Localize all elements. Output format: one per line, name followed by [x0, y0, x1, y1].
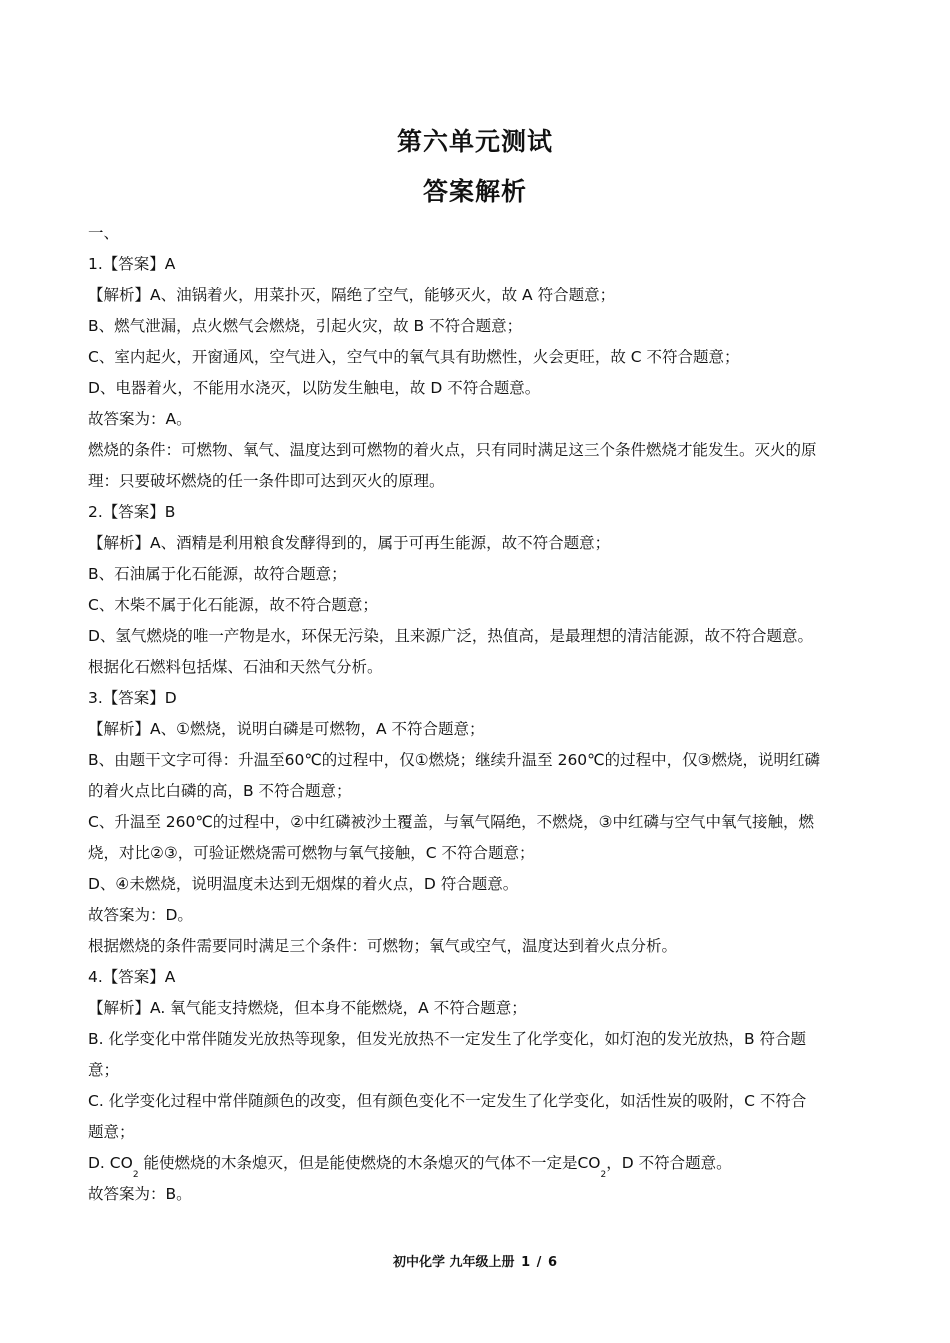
- text-line: 【解析】A、油锅着火，用菜扑灭，隔绝了空气，能够灭火，故 A 符合题意；: [88, 286, 616, 304]
- text-line: 故答案为：A。: [88, 410, 192, 428]
- page-footer: [0, 1251, 950, 1270]
- text-line: B、燃气泄漏，点火燃气会燃烧，引起火灾，故 B 不符合题意；: [88, 317, 523, 335]
- text-line: D、氢气燃烧的唯一产物是水，环保无污染，且来源广泛，热值高，是最理想的清洁能源，故不符合题意。: [88, 627, 813, 645]
- subscript-2: 2: [600, 1170, 607, 1180]
- subscript-2: 2: [132, 1170, 139, 1180]
- text-line: 故答案为：B。: [88, 1185, 192, 1203]
- text-line: 【解析】A. 氧气能支持燃烧，但本身不能燃烧，A 不符合题意；: [88, 999, 527, 1017]
- text-line: 3.【答案】D: [88, 689, 177, 707]
- page-title: 第六单元测试: [396, 127, 553, 156]
- co2-part-2: 能使燃烧的木条熄灭，但是能使燃烧的木条熄灭的气体不一定是CO: [138, 1154, 601, 1172]
- text-line: B. 化学变化中常伴随发光放热等现象，但发光放热不一定发生了化学变化，如灯泡的发光放热，B 符合题: [88, 1030, 807, 1048]
- text-line: 4.【答案】A: [88, 968, 176, 986]
- text-line: 故答案为：D。: [88, 906, 193, 924]
- footer-separator: /: [536, 1255, 542, 1270]
- co2-text-line: [88, 1148, 850, 1179]
- footer-total-pages: 6: [547, 1255, 557, 1270]
- text-line: 【解析】A、酒精是利用粮食发酵得到的，属于可再生能源，故不符合题意；: [88, 534, 611, 552]
- text-line: 的着火点比白磷的高，B 不符合题意；: [88, 782, 352, 800]
- document-body: [88, 218, 850, 1210]
- text-line: 1.【答案】A: [88, 255, 176, 273]
- text-line: 根据燃烧的条件需要同时满足三个条件：可燃物；氧气或空气，温度达到着火点分析。: [88, 937, 678, 955]
- text-line: B、由题干文字可得：升温至60℃的过程中，仅①燃烧；继续升温至 260℃的过程中，仅③燃烧，说明红磷: [88, 751, 820, 769]
- footer-course: 初中化学 九年级上册: [393, 1255, 515, 1270]
- co2-part-1: D. CO: [88, 1154, 133, 1172]
- text-line: D、④未燃烧，说明温度未达到无烟煤的着火点，D 符合题意。: [88, 875, 519, 893]
- text-line: 理：只要破坏燃烧的任一条件即可达到灭火的原理。: [88, 472, 445, 490]
- text-line: 【解析】A、①燃烧，说明白磷是可燃物，A 不符合题意；: [88, 720, 485, 738]
- text-line: C、升温至 260℃的过程中，②中红磷被沙土覆盖，与氧气隔绝，不燃烧，③中红磷与空气中氧气接触，燃: [88, 813, 815, 831]
- text-line: 烧，对比②③，可验证燃烧需可燃物与氧气接触，C 不符合题意；: [88, 844, 535, 862]
- text-line: C、木柴不属于化石能源，故不符合题意；: [88, 596, 378, 614]
- co2-part-3: ，D 不符合题意。: [606, 1154, 732, 1172]
- page-subtitle: 答案解析: [422, 177, 527, 206]
- text-line: B、石油属于化石能源，故符合题意；: [88, 565, 347, 583]
- text-line: 燃烧的条件：可燃物、氧气、温度达到可燃物的着火点，只有同时满足这三个条件燃烧才能发生。灭火的原: [88, 441, 817, 459]
- section-heading: 一、: [88, 224, 120, 242]
- footer-page-number: 1: [521, 1255, 531, 1270]
- text-line: C、室内起火，开窗通风，空气进入，空气中的氧气具有助燃性，火会更旺，故 C 不符合题意；: [88, 348, 740, 366]
- text-line: 根据化石燃料包括煤、石油和天然气分析。: [88, 658, 383, 676]
- text-line: D、电器着火，不能用水浇灭，以防发生触电，故 D 不符合题意。: [88, 379, 541, 397]
- text-line: 意；: [88, 1061, 120, 1079]
- text-line: 2.【答案】B: [88, 503, 176, 521]
- text-line: 题意；: [88, 1123, 135, 1141]
- text-line: C. 化学变化过程中常伴随颜色的改变，但有颜色变化不一定发生了化学变化，如活性炭的吸附，C 不符合: [88, 1092, 807, 1110]
